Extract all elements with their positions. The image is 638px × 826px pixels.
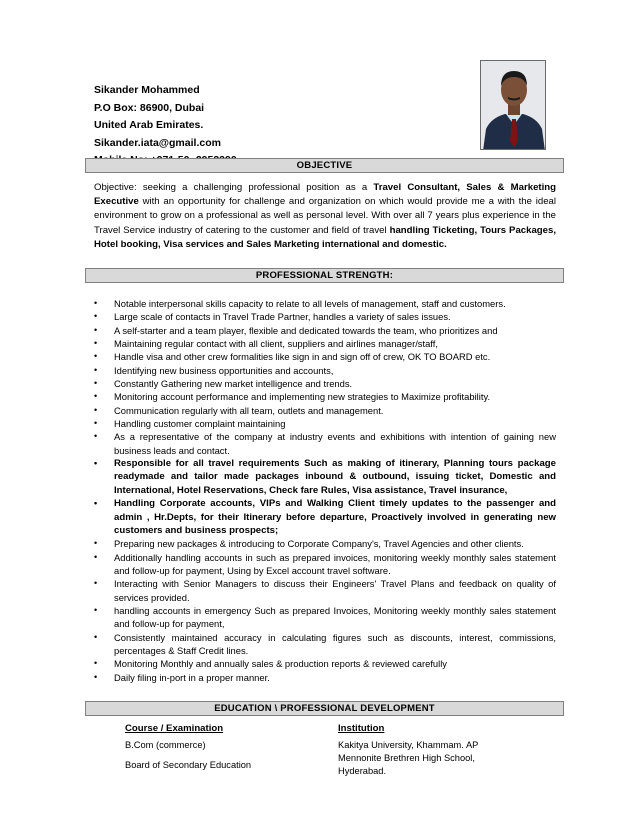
institution-cell: Kakitya University, Khammam. AP xyxy=(338,740,479,750)
strength-item-text: Consistently maintained accuracy in calculating figures such as discounts, interest, commissions, percentages & Staff Credit lines. xyxy=(114,631,556,656)
strength-item xyxy=(94,337,556,350)
bullet-icon: • xyxy=(94,404,98,415)
strength-item xyxy=(94,577,556,604)
bullet-icon: • xyxy=(94,351,98,362)
strength-item xyxy=(94,671,556,684)
bullet-icon: • xyxy=(94,418,98,429)
strength-item-text: Daily filing in-port in a proper manner. xyxy=(114,671,270,683)
bullet-icon: • xyxy=(94,551,98,562)
bullet-icon: • xyxy=(94,364,98,375)
bullet-icon: • xyxy=(94,431,98,442)
strength-item-text: Handling Corporate accounts, VIPs and Walking Client timely updates to the passenger and admin , Hr.Depts, for their Itinerary before departure, Proactively involved in generating new customers and business prospects; xyxy=(114,498,556,536)
strength-item-text: Monitoring Monthly and annually sales & production reports & reviewed carefully xyxy=(114,658,447,670)
profile-photo xyxy=(480,60,546,150)
strength-item xyxy=(94,457,556,497)
strength-item-text: Identifying new business opportunities and accounts, xyxy=(114,364,334,376)
bullet-icon: • xyxy=(94,671,98,682)
strength-item-text: Handle visa and other crew formalities like sign in and sign off of crew, OK TO BOARD etc. xyxy=(114,351,491,363)
strength-item-text: Responsible for all travel requirements Such as making of itinerary, Planning tours package readymade and tailor made packages inbound & outbound, issuing ticket, Domestic and International, Hotel Reservations, Check fare Rules, Visa assistance, Travel insurance, xyxy=(114,458,556,496)
portrait-image xyxy=(481,61,546,150)
strength-item-text: Monitoring account performance and implementing new strategies to Maximize profitability. xyxy=(114,391,491,403)
course-cell: B.Com (commerce) xyxy=(125,740,206,750)
objective-paragraph xyxy=(94,181,556,252)
objective-target-role: Travel Consultant, Sales & Marketing Executive xyxy=(94,182,556,208)
objective-text: with an opportunity for challenge and organization on which would provide me a with the ideal environment to grow on a professional as well as personal level. With over all 7 years plus experience in the Travel Service industry of catering to the customer and field of travel xyxy=(94,196,556,236)
bullet-icon: • xyxy=(94,578,98,589)
course-cell: Board of Secondary Education xyxy=(125,760,252,770)
bullet-icon: • xyxy=(94,658,98,669)
candidate-name: Sikander Mohammed xyxy=(94,84,200,96)
strength-item xyxy=(94,310,556,323)
strength-item xyxy=(94,551,556,578)
objective-heading: OBJECTIVE xyxy=(85,158,564,173)
course-column-header: Course / Examination xyxy=(125,723,224,734)
bullet-icon: • xyxy=(94,498,98,509)
po-box: P.O Box: 86900, Dubai xyxy=(94,101,205,114)
bullet-icon: • xyxy=(94,378,98,389)
strength-item-text: handling accounts in emergency Such as prepared Invoices, Monitoring weekly monthly sales statement and follow-up for payment, xyxy=(114,604,556,630)
bullet-icon: • xyxy=(94,391,98,402)
bullet-icon: • xyxy=(94,324,98,335)
bullet-icon: • xyxy=(94,311,98,322)
strength-item-text: Preparing new packages & introducing to Corporate Company's, Travel Agencies and other clients. xyxy=(114,538,524,550)
bullet-icon: • xyxy=(94,538,98,549)
institution-cell: Mennonite Brethren High School, Hyderabad. xyxy=(338,753,475,776)
strength-item xyxy=(94,497,556,537)
strength-item-text: As a representative of the company at industry events and exhibitions with intention of gaining new business leads and contact. xyxy=(114,431,556,456)
strength-item xyxy=(94,404,556,417)
institution-column-header: Institution xyxy=(338,723,385,734)
strength-item xyxy=(94,324,556,337)
strength-item xyxy=(94,430,556,457)
education-heading: EDUCATION \ PROFESSIONAL DEVELOPMENT xyxy=(85,701,564,716)
strength-heading: PROFESSIONAL STRENGTH: xyxy=(85,268,564,283)
objective-text: Objective: seeking a challenging professional position as a xyxy=(94,182,374,193)
strength-item-text: Additionally handling accounts in such as prepared invoices, monitoring weekly monthly sales statement and follow-up for payment, Using by Excel account travel software. xyxy=(114,551,556,576)
strength-item-text: Maintaining regular contact with all client, suppliers and airlines manager/staff, xyxy=(114,338,438,350)
strength-item xyxy=(94,377,556,390)
strength-item xyxy=(94,350,556,363)
strength-item xyxy=(94,297,556,310)
strength-item-text: Communication regularly with all team, outlets and management. xyxy=(114,404,384,416)
bullet-icon: • xyxy=(94,631,98,642)
strength-list xyxy=(94,297,556,684)
strength-item-text: Constantly Gathering new market intelligence and trends. xyxy=(114,378,353,390)
strength-item-text: Large scale of contacts in Travel Trade Partner, handles a variety of sales issues. xyxy=(114,311,451,323)
strength-item xyxy=(94,604,556,631)
strength-item-text: Interacting with Senior Managers to discuss their Engineers' Travel Plans and feedback on quality of services provided. xyxy=(114,578,556,603)
strength-item-text: A self-starter and a team player, flexible and dedicated towards the team, who prioritizes and xyxy=(114,324,498,336)
bullet-icon: • xyxy=(94,604,98,615)
strength-item-text: Handling customer complaint maintaining xyxy=(114,418,286,430)
strength-item xyxy=(94,417,556,430)
strength-item xyxy=(94,390,556,403)
contact-block xyxy=(94,82,237,170)
email: Sikander.iata@gmail.com xyxy=(94,136,221,149)
strength-item xyxy=(94,631,556,658)
strength-item xyxy=(94,364,556,377)
country: United Arab Emirates. xyxy=(94,119,204,131)
strength-item xyxy=(94,537,556,550)
bullet-icon: • xyxy=(94,298,98,308)
objective-expertise: handling Ticketing, Tours Packages, Hotel booking, Visa services and Sales Marketing international and domestic. xyxy=(94,224,556,250)
strength-item-text: Notable interpersonal skills capacity to relate to all levels of management, staff and customers. xyxy=(114,298,506,309)
bullet-icon: • xyxy=(94,458,98,469)
strength-item xyxy=(94,657,556,670)
bullet-icon: • xyxy=(94,338,98,349)
